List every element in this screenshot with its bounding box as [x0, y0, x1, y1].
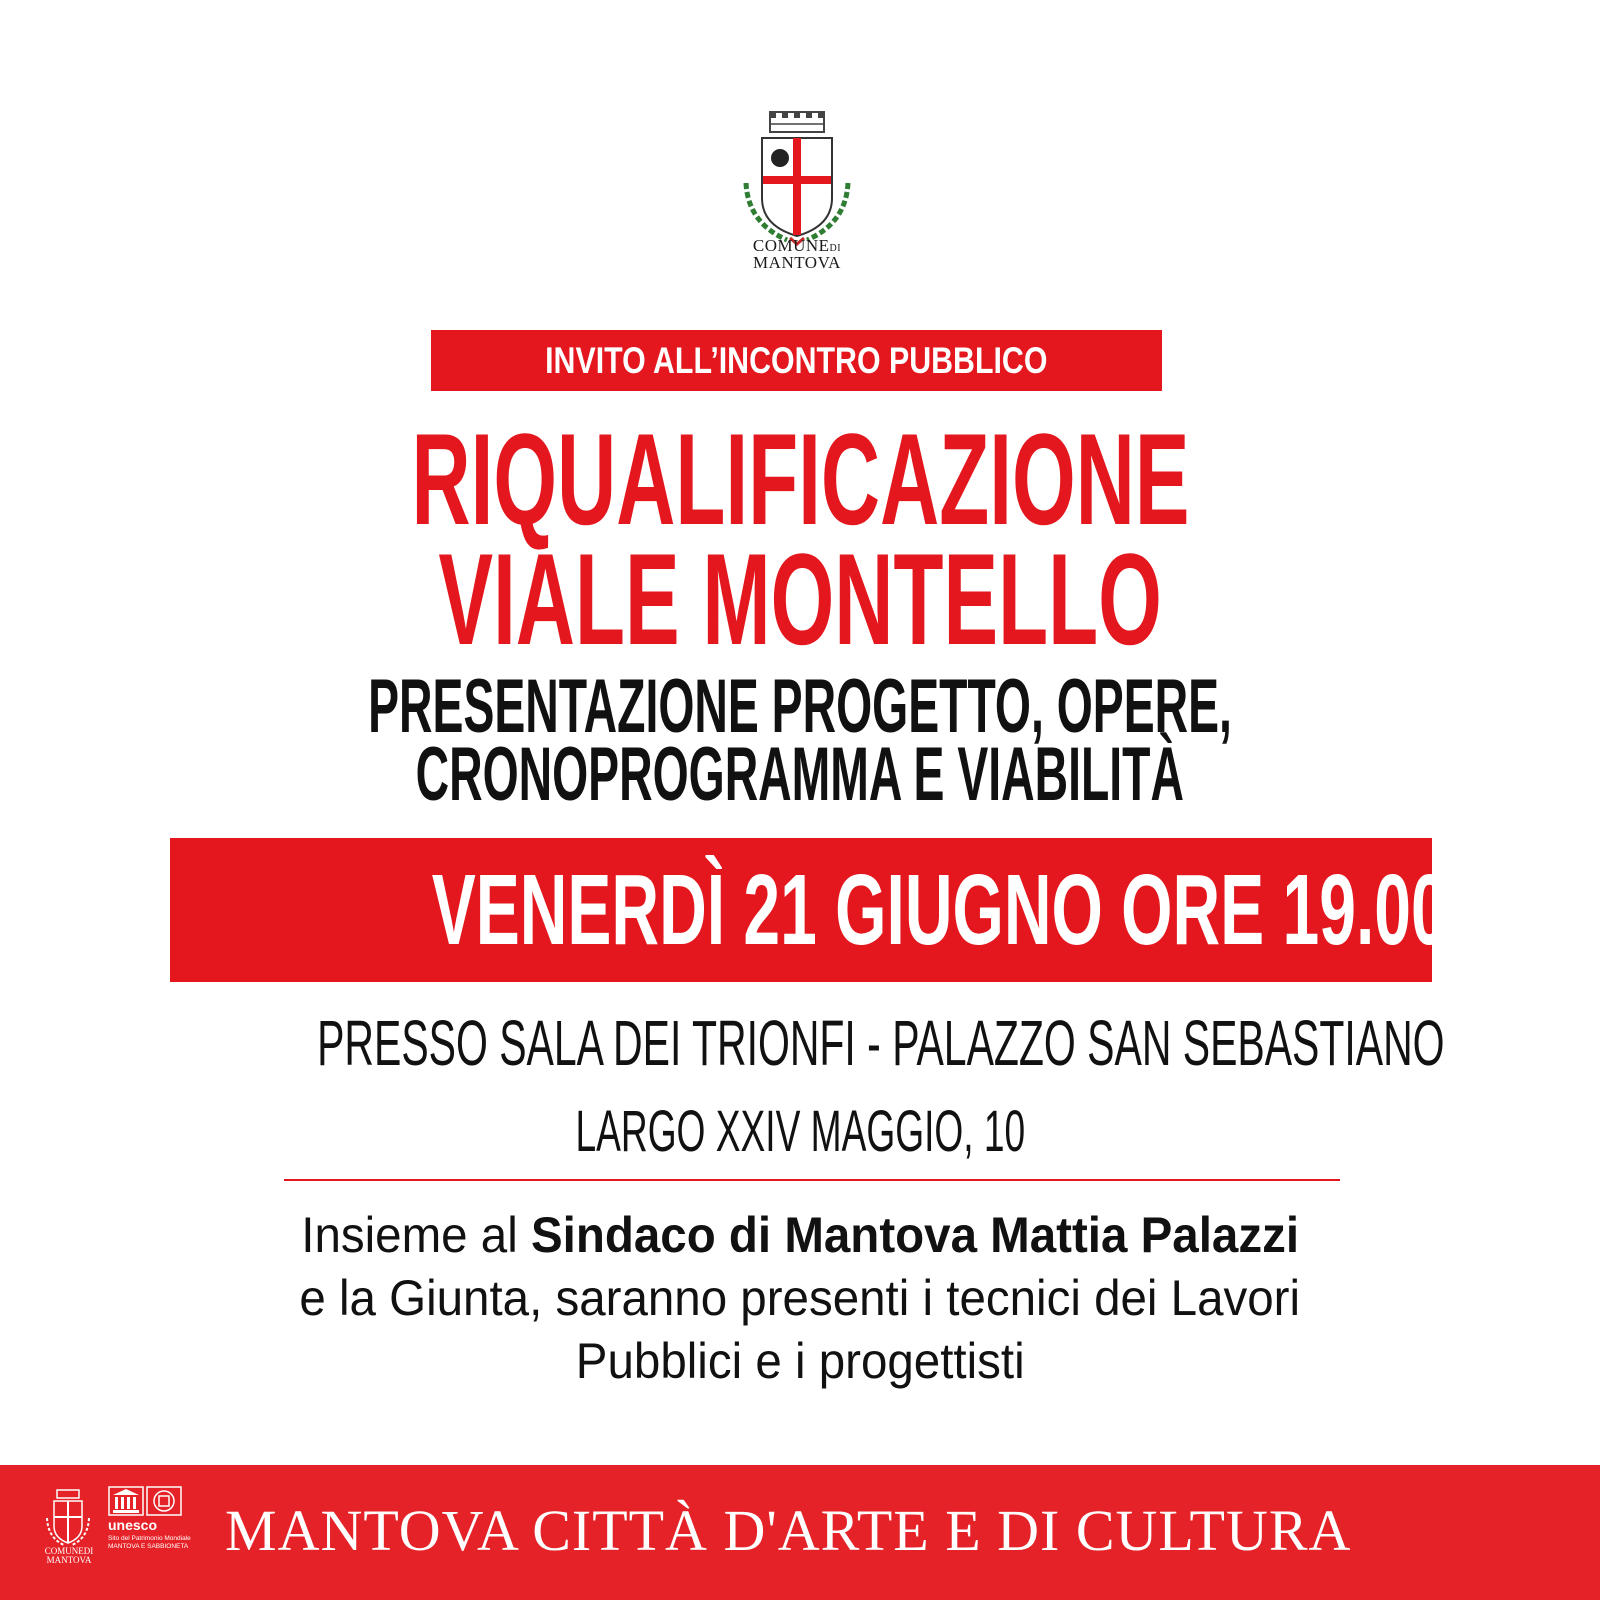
unesco-temple-icon	[108, 1486, 182, 1516]
date-time: VENERDÌ 21 GIUGNO ORE 19.00	[431, 854, 1448, 966]
title-line-1: RIQUALIFICAZIONE	[410, 406, 1190, 552]
date-banner	[170, 838, 1448, 982]
logo-subtitle: MANTOVA	[753, 253, 841, 272]
footer-logo-text: COMUNEDI MANTOVA	[44, 1546, 94, 1565]
unesco-label: unesco	[108, 1517, 158, 1533]
footer-motto: MANTOVA CITTÀ D'ARTE E DI CULTURA	[225, 1498, 1352, 1563]
invite-banner	[431, 330, 1162, 391]
location-line-1: PRESSO SALA DEI TRIONFI - PALAZZO SAN SEBASTIANO	[317, 1007, 1445, 1079]
invite-label: INVITO ALL’INCONTRO PUBBLICO	[545, 340, 1048, 381]
mayor-name: Sindaco di Mantova Mattia Palazzi	[530, 1207, 1299, 1263]
unesco-subtitle: Sito del Patrimonio Mondiale MANTOVA E SABBIONETA	[108, 1535, 191, 1550]
title-line-2: VIALE MONTELLO	[438, 526, 1162, 672]
logo-title: COMUNEDI	[752, 236, 842, 255]
description: Insieme al Sindaco di Mantova Mattia Palazzi e la Giunta, saranno presenti i tecnici dei Lavori Pubblici e i progettisti	[299, 1207, 1301, 1389]
subtitle-line-1: PRESENTAZIONE PROGETTO, OPERE,	[368, 664, 1232, 749]
location-line-2: LARGO XXIV MAGGIO, 10	[575, 1099, 1025, 1164]
divider	[284, 1179, 1340, 1181]
subtitle-line-2: CRONOPROGRAMMA E VIABILITÀ	[415, 732, 1185, 817]
